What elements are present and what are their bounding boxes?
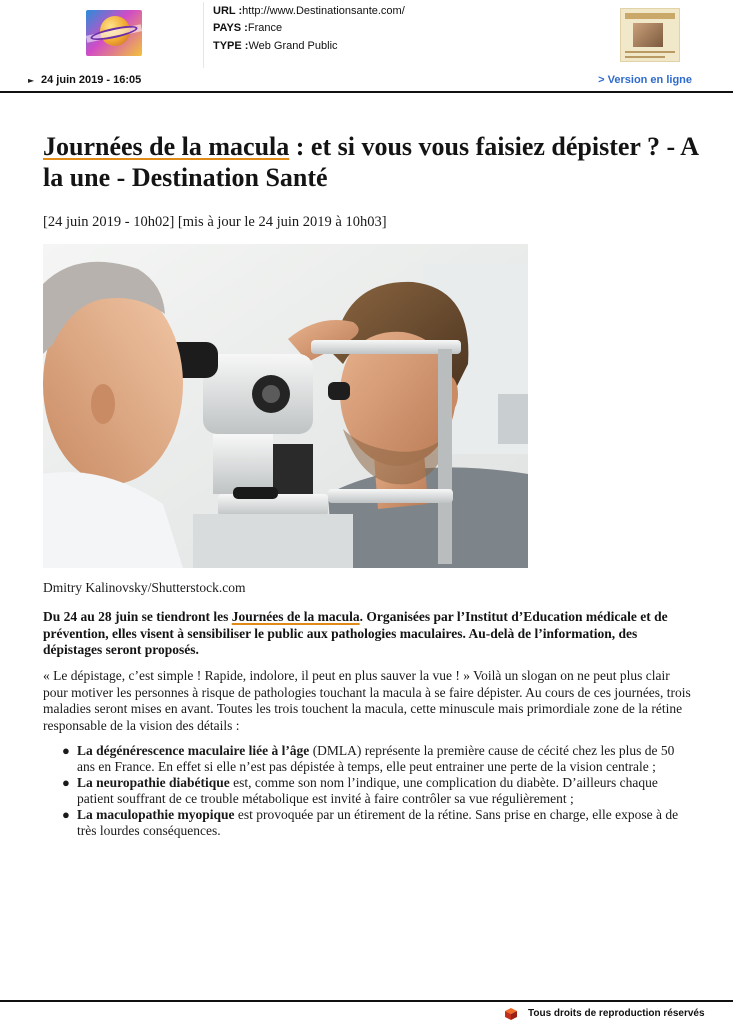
publication-date: 24 juin 2019 - 16:05 — [41, 74, 142, 86]
disease-list — [43, 743, 693, 839]
list-item — [43, 775, 693, 807]
meta-type-label: TYPE : — [213, 40, 249, 52]
destination-sante-logo — [86, 10, 142, 56]
thumbnail-line — [625, 56, 665, 58]
press-header — [0, 0, 733, 92]
title-highlight: Journées de la macula — [43, 132, 290, 161]
title-rest: : et si vous vous faisiez dépister ? - A la une - Destination Santé — [43, 132, 698, 192]
thumbnail-line — [625, 51, 675, 53]
copyright-notice: Tous droits de reproduction réservés — [528, 1008, 705, 1019]
online-version-link[interactable]: > Version en ligne — [598, 74, 692, 86]
article-paragraph: « Le dépistage, c’est simple ! Rapide, indolore, il peut en plus sauver la vue ! » Voilà un slogan on ne peut plus clair pour motiver les personnes à risque de pathologies touchant la macula à se faire dépister. Au cours de ces journées, trois maladies seront mises en avant. Toutes les trois touchent la macula, cette minuscule mais primordiale zone de la rétine responsable de la vision des détails : — [43, 668, 691, 733]
lead-after: . Organisées par l’Institut d’Education médicale et de prévention, elles visent à sensibiliser le public aux pathologies maculaires. Au-delà de l’information, des dépistages seront proposés. — [43, 609, 668, 657]
list-item-text: est, comme son nom l’indique, une complication du diabète. D’ailleurs chaque patient souffrant de ce trouble métabolique est invité à faire contrôler sa vue régulièrement ; — [77, 775, 658, 806]
list-item — [43, 807, 693, 839]
list-item — [43, 743, 693, 775]
lead-before: Du 24 au 28 juin se tiendront les — [43, 609, 232, 624]
article-title-block — [43, 131, 703, 193]
meta-url-label: URL : — [213, 5, 243, 17]
meta-pays-value: France — [247, 22, 283, 34]
eye-exam-photo — [43, 244, 528, 568]
bullet-icon: ● — [62, 807, 70, 822]
meta-type — [213, 40, 338, 52]
eye-exam-illustration — [43, 244, 528, 568]
header-divider — [203, 2, 204, 68]
cube-icon — [505, 1008, 517, 1020]
article-title — [43, 131, 703, 193]
list-item-bold: La neuropathie diabétique — [77, 775, 230, 790]
play-arrow-icon: ► — [28, 76, 35, 85]
list-item-bold: La maculopathie myopique — [77, 807, 235, 822]
list-item-text: est provoquée par un étirement de la rétine. Sans prise en charge, elle expose à de très lourdes conséquences. — [77, 807, 679, 838]
article-dates: [24 juin 2019 - 10h02] [mis à jour le 24 juin 2019 à 10h03] — [43, 214, 387, 230]
meta-url-value[interactable]: http://www.Destinationsante.com/ — [242, 5, 405, 17]
list-item-text: (DMLA) représente la première cause de cécité chez les plus de 50 ans en France. En effet si elle n’est pas dépistée à temps, elle peut entrainer une perte de la vision centrale ; — [77, 743, 675, 774]
list-item-bold: La dégénérescence maculaire liée à l’âge — [77, 743, 310, 758]
article-lead — [43, 609, 693, 659]
bullet-icon: ● — [62, 743, 70, 758]
meta-pays-label: PAYS : — [213, 22, 248, 34]
photo-caption: Dmitry Kalinovsky/Shutterstock.com — [43, 580, 246, 595]
thumbnail-header — [625, 13, 675, 19]
meta-pays — [213, 22, 282, 34]
footer-rule — [0, 1000, 733, 1002]
article-thumbnail — [620, 8, 680, 62]
meta-type-value: Web Grand Public — [248, 40, 338, 52]
meta-url — [213, 5, 405, 17]
header-rule — [0, 91, 733, 93]
date-row — [0, 72, 733, 92]
bullet-icon: ● — [62, 775, 70, 790]
thumbnail-image — [633, 23, 663, 47]
lead-highlight: Journées de la macula — [231, 609, 360, 624]
